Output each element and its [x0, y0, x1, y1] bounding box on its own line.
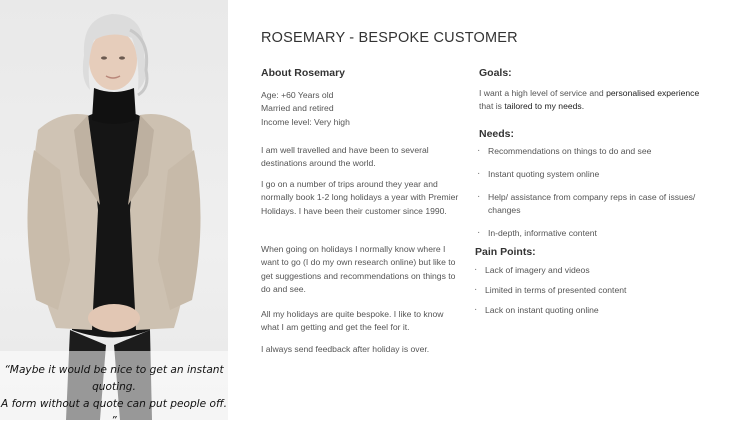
list-item: · Help/ assistance from company reps in case of issues/ changes — [477, 191, 700, 217]
persona-title: ROSEMARY - BESPOKE CUSTOMER — [261, 30, 518, 46]
pain-points-heading: Pain Points: — [475, 246, 536, 258]
list-item: · Limited in terms of presented content — [474, 284, 714, 297]
goals-text-2: that is — [479, 101, 505, 112]
list-item: · Recommendations on things to do and see — [477, 145, 717, 158]
list-item: · Lack of imagery and videos — [474, 264, 714, 277]
about-paragraph-2: I go on a number of trips around they year and normally book 1-2 long holidays a year with Premier Holidays. I have been their customer since 1990. — [261, 179, 459, 216]
list-item: · Lack on instant quoting online — [474, 304, 714, 317]
about-paragraph-1: I am well travelled and have been to several destinations around the world. — [261, 145, 429, 169]
needs-list — [477, 145, 717, 240]
needs-heading: Needs: — [479, 128, 515, 140]
about-heading: About Rosemary — [261, 67, 346, 79]
goals-highlight-2: tailored to my needs. — [504, 101, 585, 112]
about-paragraph-4: All my holidays are quite bespoke. I like to know what I am getting and get the feel for it. — [261, 309, 444, 333]
goals-heading: Goals: — [479, 67, 512, 79]
about-paragraph-5: I always send feedback after holiday is over. — [261, 344, 430, 354]
goals-text — [479, 87, 714, 114]
goals-highlight-1: personalised experience — [606, 88, 700, 98]
about-demographics — [261, 89, 461, 129]
pain-points-list — [474, 264, 714, 317]
list-item: · Instant quoting system online — [477, 168, 717, 181]
list-item: · In-depth, informative content — [477, 227, 717, 240]
about-income: Income level: Very high — [261, 116, 350, 127]
about-paragraph-3: When going on holidays I normally know where I want to go (I do my own research online) but like to get suggestions and recommendations on things to do and see. — [261, 244, 456, 295]
about-age: Age: +60 Years old — [261, 90, 334, 100]
quote-line-1: “Maybe it would be nice to get an instant quoting. — [4, 364, 224, 393]
quote-line-2: A form without a quote can put people off. ” — [0, 398, 227, 427]
goals-text-1: I want a high level of service and — [479, 88, 607, 98]
about-status: Married and retired — [261, 103, 334, 114]
